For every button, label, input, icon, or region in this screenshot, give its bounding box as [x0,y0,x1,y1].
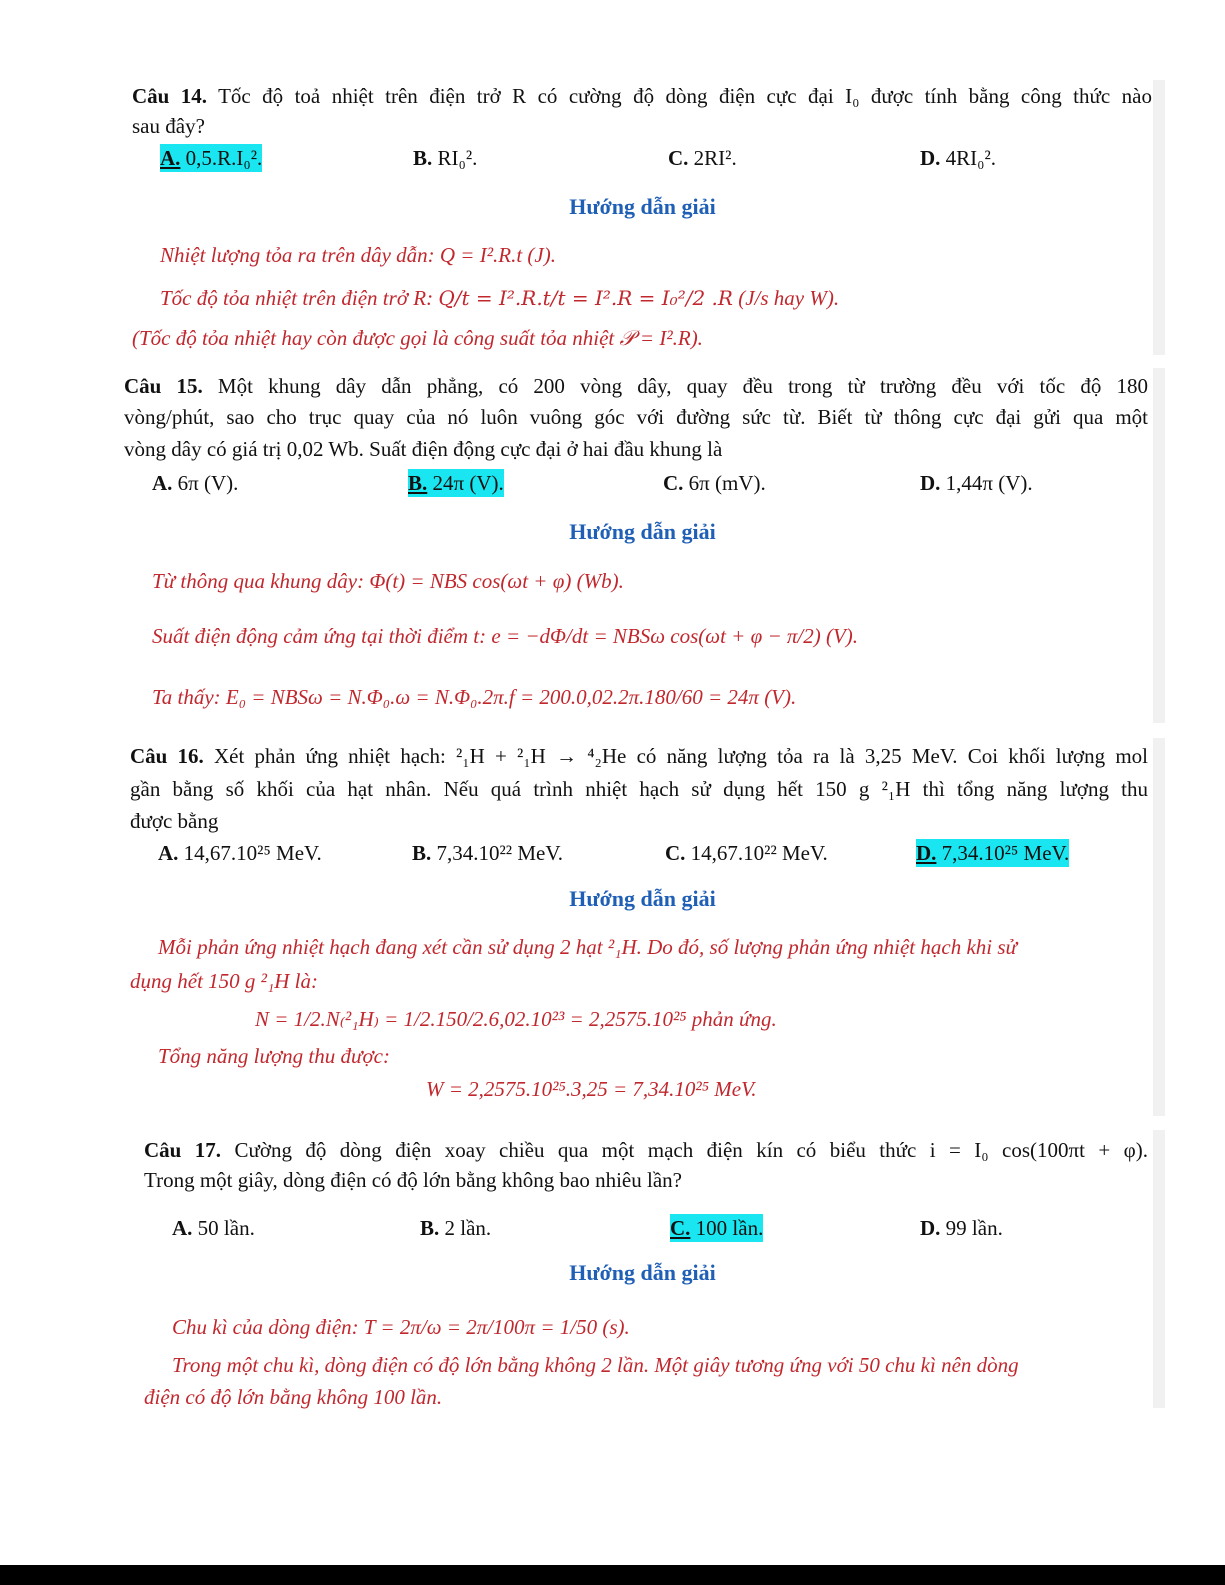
question-16-solution-line-4: Tổng năng lượng thu được: [158,1044,390,1068]
question-14-solution-line-1: Nhiệt lượng tỏa ra trên dây dẫn: Q = I².R.t (J). [160,243,556,267]
page-bottom-border [0,1565,1225,1585]
question-17-solution-title: Hướng dẫn giải [569,1260,716,1285]
question-17-label: Câu 17. [144,1138,222,1162]
question-16-stem-line-1: Câu 16. Xét phản ứng nhiệt hạch: ²₁H + ²₁H → ⁴₂He có năng lượng tỏa ra là 3,25 MeV. Coi khối lượng mol [130,744,1148,768]
question-17-option-c[interactable]: C. 100 lần. [670,1216,764,1240]
question-16-label: Câu 16. [130,744,204,768]
question-14-stem-line-2: sau đây? [132,114,205,138]
question-16-solution-line-2: dụng hết 150 g ²₁H là: [130,969,318,993]
question-16-option-c[interactable]: C. 14,67.10²² MeV. [665,841,828,865]
question-16-stem-line-3: được bằng [130,809,219,833]
question-15-stem-line-3: vòng dây có giá trị 0,02 Wb. Suất điện động cực đại ở hai đầu khung là [124,437,723,461]
question-17 [120,1130,1165,1408]
question-17-solution-line-2: Trong một chu kì, dòng điện có độ lớn bằng không 2 lần. Một giây tương ứng với 50 chu kì nên dòng [172,1353,1019,1377]
question-17-option-d[interactable]: D. 99 lần. [920,1216,1003,1240]
question-15-solution-line-3: Ta thấy: E₀ = NBSω = N.Φ₀.ω = N.Φ₀.2π.f = 200.0,02.2π.180/60 = 24π (V). [152,685,797,709]
page-margin-shade [1153,368,1165,723]
question-14-option-c[interactable]: C. 2RI². [668,146,737,170]
question-16-option-d[interactable]: D. 7,34.10²⁵ MeV. [916,841,1070,865]
page-margin-shade [1153,80,1165,355]
question-16-option-a[interactable]: A. 14,67.10²⁵ MeV. [158,841,322,865]
question-16-solution-line-3: N = 1/2.N₍²₁H₎ = 1/2.150/2.6,02.10²³ = 2,2575.10²⁵ phản ứng. [255,1007,777,1031]
question-14-solution-line-2: Tốc độ tỏa nhiệt trên điện trở R: Q/t = I².R.t/t = I².R = I₀²/2 .R (J/s hay W). [160,286,840,310]
question-16-option-b[interactable]: B. 7,34.10²² MeV. [412,841,564,865]
question-14 [120,80,1165,355]
question-15-label: Câu 15. [124,374,203,398]
question-15-option-d[interactable]: D. 1,44π (V). [920,471,1033,495]
question-16-solution-line-5: W = 2,2575.10²⁵.3,25 = 7,34.10²⁵ MeV. [426,1077,757,1101]
question-15-option-a[interactable]: A. 6π (V). [152,471,239,495]
question-17-option-a[interactable]: A. 50 lần. [172,1216,255,1240]
question-14-stem-line-1: Câu 14. Tốc độ toả nhiệt trên điện trở R có cường độ dòng điện cực đại I₀ được tính bằng công thức nào [132,84,1152,108]
page-margin-shade [1153,738,1165,1116]
question-17-option-b[interactable]: B. 2 lần. [420,1216,492,1240]
question-15-option-c[interactable]: C. 6π (mV). [663,471,766,495]
question-17-solution-line-3: điện có độ lớn bằng không 100 lần. [144,1385,443,1409]
question-14-solution-line-3: (Tốc độ tỏa nhiệt hay còn được gọi là công suất tỏa nhiệt 𝒫 = I².R). [132,326,703,350]
question-16-solution-line-1: Mỗi phản ứng nhiệt hạch đang xét cần sử dụng 2 hạt ²₁H. Do đó, số lượng phản ứng nhiệt hạch khi sử [158,935,1017,959]
question-14-option-d[interactable]: D. 4RI₀². [920,146,997,170]
question-15 [120,368,1165,723]
question-16-stem-line-2: gần bằng số khối của hạt nhân. Nếu quá trình nhiệt hạch sử dụng hết 150 g ²₁H thì tổng năng lượng thu [130,777,1148,801]
page-margin-shade [1153,1130,1165,1408]
question-15-stem-line-2: vòng/phút, sao cho trục quay của nó luôn vuông góc với đường sức từ. Biết từ thông cực đại gửi qua một [124,405,1148,429]
question-15-option-b[interactable]: B. 24π (V). [408,471,504,495]
question-14-label: Câu 14. [132,84,208,108]
question-15-solution-line-1: Từ thông qua khung dây: Φ(t) = NBS cos(ωt + φ) (Wb). [152,569,624,593]
question-16-solution-title: Hướng dẫn giải [569,886,716,911]
question-15-stem-line-1: Câu 15. Một khung dây dẫn phẳng, có 200 vòng dây, quay đều trong từ trường đều với tốc độ 180 [124,374,1148,398]
question-14-solution-title: Hướng dẫn giải [569,194,716,219]
question-15-solution-line-2: Suất điện động cảm ứng tại thời điểm t: e = −dΦ/dt = NBSω cos(ωt + φ − π/2) (V). [152,624,859,648]
question-15-solution-title: Hướng dẫn giải [569,519,716,544]
question-14-option-a[interactable]: A. 0,5.R.I₀². [160,146,263,170]
question-16 [120,738,1165,1116]
question-14-option-b[interactable]: B. RI₀². [413,146,478,170]
question-17-stem-line-2: Trong một giây, dòng điện có độ lớn bằng không bao nhiêu lần? [144,1168,682,1192]
question-17-stem-line-1: Câu 17. Cường độ dòng điện xoay chiều qua một mạch điện kín có biểu thức i = I₀ cos(100πt + φ). [144,1138,1148,1162]
question-17-solution-line-1: Chu kì của dòng điện: T = 2π/ω = 2π/100π = 1/50 (s). [172,1315,630,1339]
